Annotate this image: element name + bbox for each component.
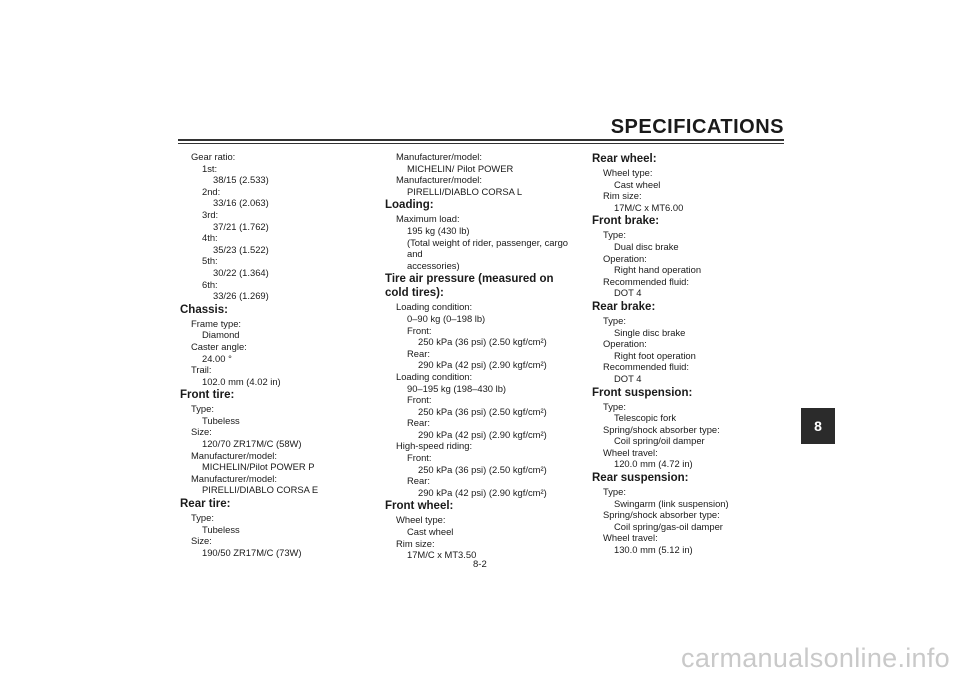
- spec-line: Frame type:: [191, 317, 242, 329]
- spec-line: Wheel travel:: [603, 446, 658, 458]
- spec-line: High-speed riding:: [396, 440, 473, 452]
- section-heading: Rear brake:: [592, 300, 656, 313]
- header-rule: [178, 139, 784, 141]
- spec-line: Rear:: [407, 347, 430, 359]
- spec-column-3: [592, 151, 782, 556]
- spec-line: Wheel type:: [396, 514, 446, 526]
- spec-line: 33/26 (1.269): [213, 290, 269, 302]
- spec-line: Maximum load:: [396, 213, 460, 225]
- spec-line: Dual disc brake: [614, 240, 679, 252]
- spec-line: DOT 4: [614, 372, 642, 384]
- spec-line: 6th:: [202, 278, 218, 290]
- spec-line: Loading condition:: [396, 301, 473, 313]
- section-heading: Front wheel:: [385, 500, 454, 513]
- spec-line: Manufacturer/model:: [396, 174, 482, 186]
- spec-line: 0–90 kg (0–198 lb): [407, 312, 486, 324]
- spec-line: 290 kPa (42 psi) (2.90 kgf/cm²): [418, 486, 547, 498]
- spec-line: Type:: [603, 314, 626, 326]
- spec-line: Manufacturer/model:: [396, 151, 482, 162]
- section-heading: Front brake:: [592, 215, 660, 228]
- spec-line: (Total weight of rider, passenger, cargo and: [407, 236, 569, 260]
- spec-line: 35/23 (1.522): [213, 243, 269, 255]
- spec-line: 250 kPa (36 psi) (2.50 kgf/cm²): [418, 336, 547, 348]
- spec-line: Right foot operation: [614, 349, 696, 361]
- spec-line: Diamond: [202, 329, 240, 341]
- spec-line: Front:: [407, 394, 432, 406]
- section-heading: Chassis:: [180, 303, 228, 316]
- page-title: SPECIFICATIONS: [610, 116, 784, 138]
- spec-line: Cast wheel: [407, 526, 454, 538]
- page-number: 8-2: [473, 559, 487, 570]
- spec-line: PIRELLI/DIABLO CORSA L: [407, 185, 523, 197]
- spec-line: Spring/shock absorber type:: [603, 509, 720, 521]
- footer-watermark: carmanualsonline.info: [681, 643, 950, 673]
- spec-line: Coil spring/oil damper: [614, 435, 705, 447]
- spec-column-1: [180, 151, 370, 558]
- spec-line: DOT 4: [614, 287, 642, 299]
- spec-line: 102.0 mm (4.02 in): [202, 375, 281, 387]
- spec-line: Rim size:: [396, 537, 435, 549]
- header-rule-thin: [178, 143, 784, 144]
- spec-line: 3rd:: [202, 208, 219, 220]
- spec-line: 2nd:: [202, 185, 221, 197]
- spec-line: Operation:: [603, 252, 647, 264]
- spec-line: 290 kPa (42 psi) (2.90 kgf/cm²): [418, 359, 547, 371]
- spec-line: MICHELIN/Pilot POWER P: [202, 461, 315, 473]
- spec-line: 24.00 °: [202, 352, 232, 364]
- spec-line: Type:: [603, 486, 626, 498]
- spec-column-2: [385, 151, 580, 561]
- spec-line: 30/22 (1.364): [213, 266, 269, 278]
- spec-line: Telescopic fork: [614, 412, 677, 424]
- spec-line: Size:: [191, 426, 212, 438]
- spec-line: 4th:: [202, 232, 218, 244]
- spec-line: Wheel type:: [603, 167, 653, 178]
- spec-line: Manufacturer/model:: [191, 472, 277, 484]
- spec-line: 37/21 (1.762): [213, 220, 269, 232]
- spec-line: Rear:: [407, 475, 430, 487]
- spec-line: MICHELIN/ Pilot POWER: [407, 162, 514, 174]
- spec-line: Recommended fluid:: [603, 275, 689, 287]
- spec-line: Type:: [191, 403, 214, 415]
- section-tab: 8: [801, 408, 835, 444]
- spec-line: 33/16 (2.063): [213, 197, 269, 209]
- spec-line: 5th:: [202, 255, 218, 267]
- spec-line: 250 kPa (36 psi) (2.50 kgf/cm²): [418, 405, 547, 417]
- section-heading: Rear suspension:: [592, 472, 689, 485]
- spec-line: Type:: [603, 400, 626, 412]
- spec-line: 290 kPa (42 psi) (2.90 kgf/cm²): [418, 428, 547, 440]
- spec-line: Swingarm (link suspension): [614, 497, 729, 509]
- spec-line: Size:: [191, 535, 212, 547]
- spec-line: 130.0 mm (5.12 in): [614, 544, 693, 556]
- spec-line: Operation:: [603, 338, 647, 350]
- spec-line: 195 kg (430 lb): [407, 224, 470, 236]
- spec-line: Type:: [191, 512, 214, 524]
- spec-line: 17M/C x MT6.00: [614, 201, 684, 213]
- spec-line: 90–195 kg (198–430 lb): [407, 382, 507, 394]
- spec-line: Loading condition:: [396, 370, 473, 382]
- spec-line: Front:: [407, 324, 432, 336]
- section-heading: Loading:: [385, 199, 434, 212]
- spec-line: Tubeless: [202, 414, 240, 426]
- spec-line: Manufacturer/model:: [191, 449, 277, 461]
- spec-line: Single disc brake: [614, 326, 686, 338]
- spec-line: 38/15 (2.533): [213, 174, 269, 186]
- spec-line: Trail:: [191, 364, 212, 376]
- section-heading: Front tire:: [180, 389, 235, 402]
- spec-line: 120.0 mm (4.72 in): [614, 458, 693, 470]
- spec-line: Front:: [407, 452, 432, 464]
- spec-line: Rim size:: [603, 190, 642, 202]
- spec-line: Coil spring/gas-oil damper: [614, 520, 723, 532]
- spec-line: Rear:: [407, 417, 430, 429]
- spec-line: 17M/C x MT3.50: [407, 549, 477, 561]
- spec-line: Right hand operation: [614, 264, 702, 276]
- spec-line: Type:: [603, 229, 626, 241]
- spec-line: Cast wheel: [614, 178, 661, 190]
- section-heading: Front suspension:: [592, 386, 693, 399]
- spec-line: Wheel travel:: [603, 532, 658, 544]
- spec-line: 1st:: [202, 162, 218, 174]
- spec-line: 120/70 ZR17M/C (58W): [202, 438, 302, 450]
- spec-line: Tubeless: [202, 523, 240, 535]
- section-heading: Rear wheel:: [592, 153, 657, 165]
- section-heading: Rear tire:: [180, 498, 231, 511]
- spec-line: Gear ratio:: [191, 151, 236, 162]
- spec-line: 250 kPa (36 psi) (2.50 kgf/cm²): [418, 463, 547, 475]
- spec-line: accessories): [407, 259, 460, 271]
- spec-line: 190/50 ZR17M/C (73W): [202, 546, 302, 558]
- section-heading: Tire air pressure (measured on cold tires):: [385, 273, 554, 300]
- spec-line: Recommended fluid:: [603, 361, 689, 373]
- spec-line: PIRELLI/DIABLO CORSA E: [202, 484, 319, 496]
- spec-line: Spring/shock absorber type:: [603, 423, 720, 435]
- spec-line: Caster angle:: [191, 340, 247, 352]
